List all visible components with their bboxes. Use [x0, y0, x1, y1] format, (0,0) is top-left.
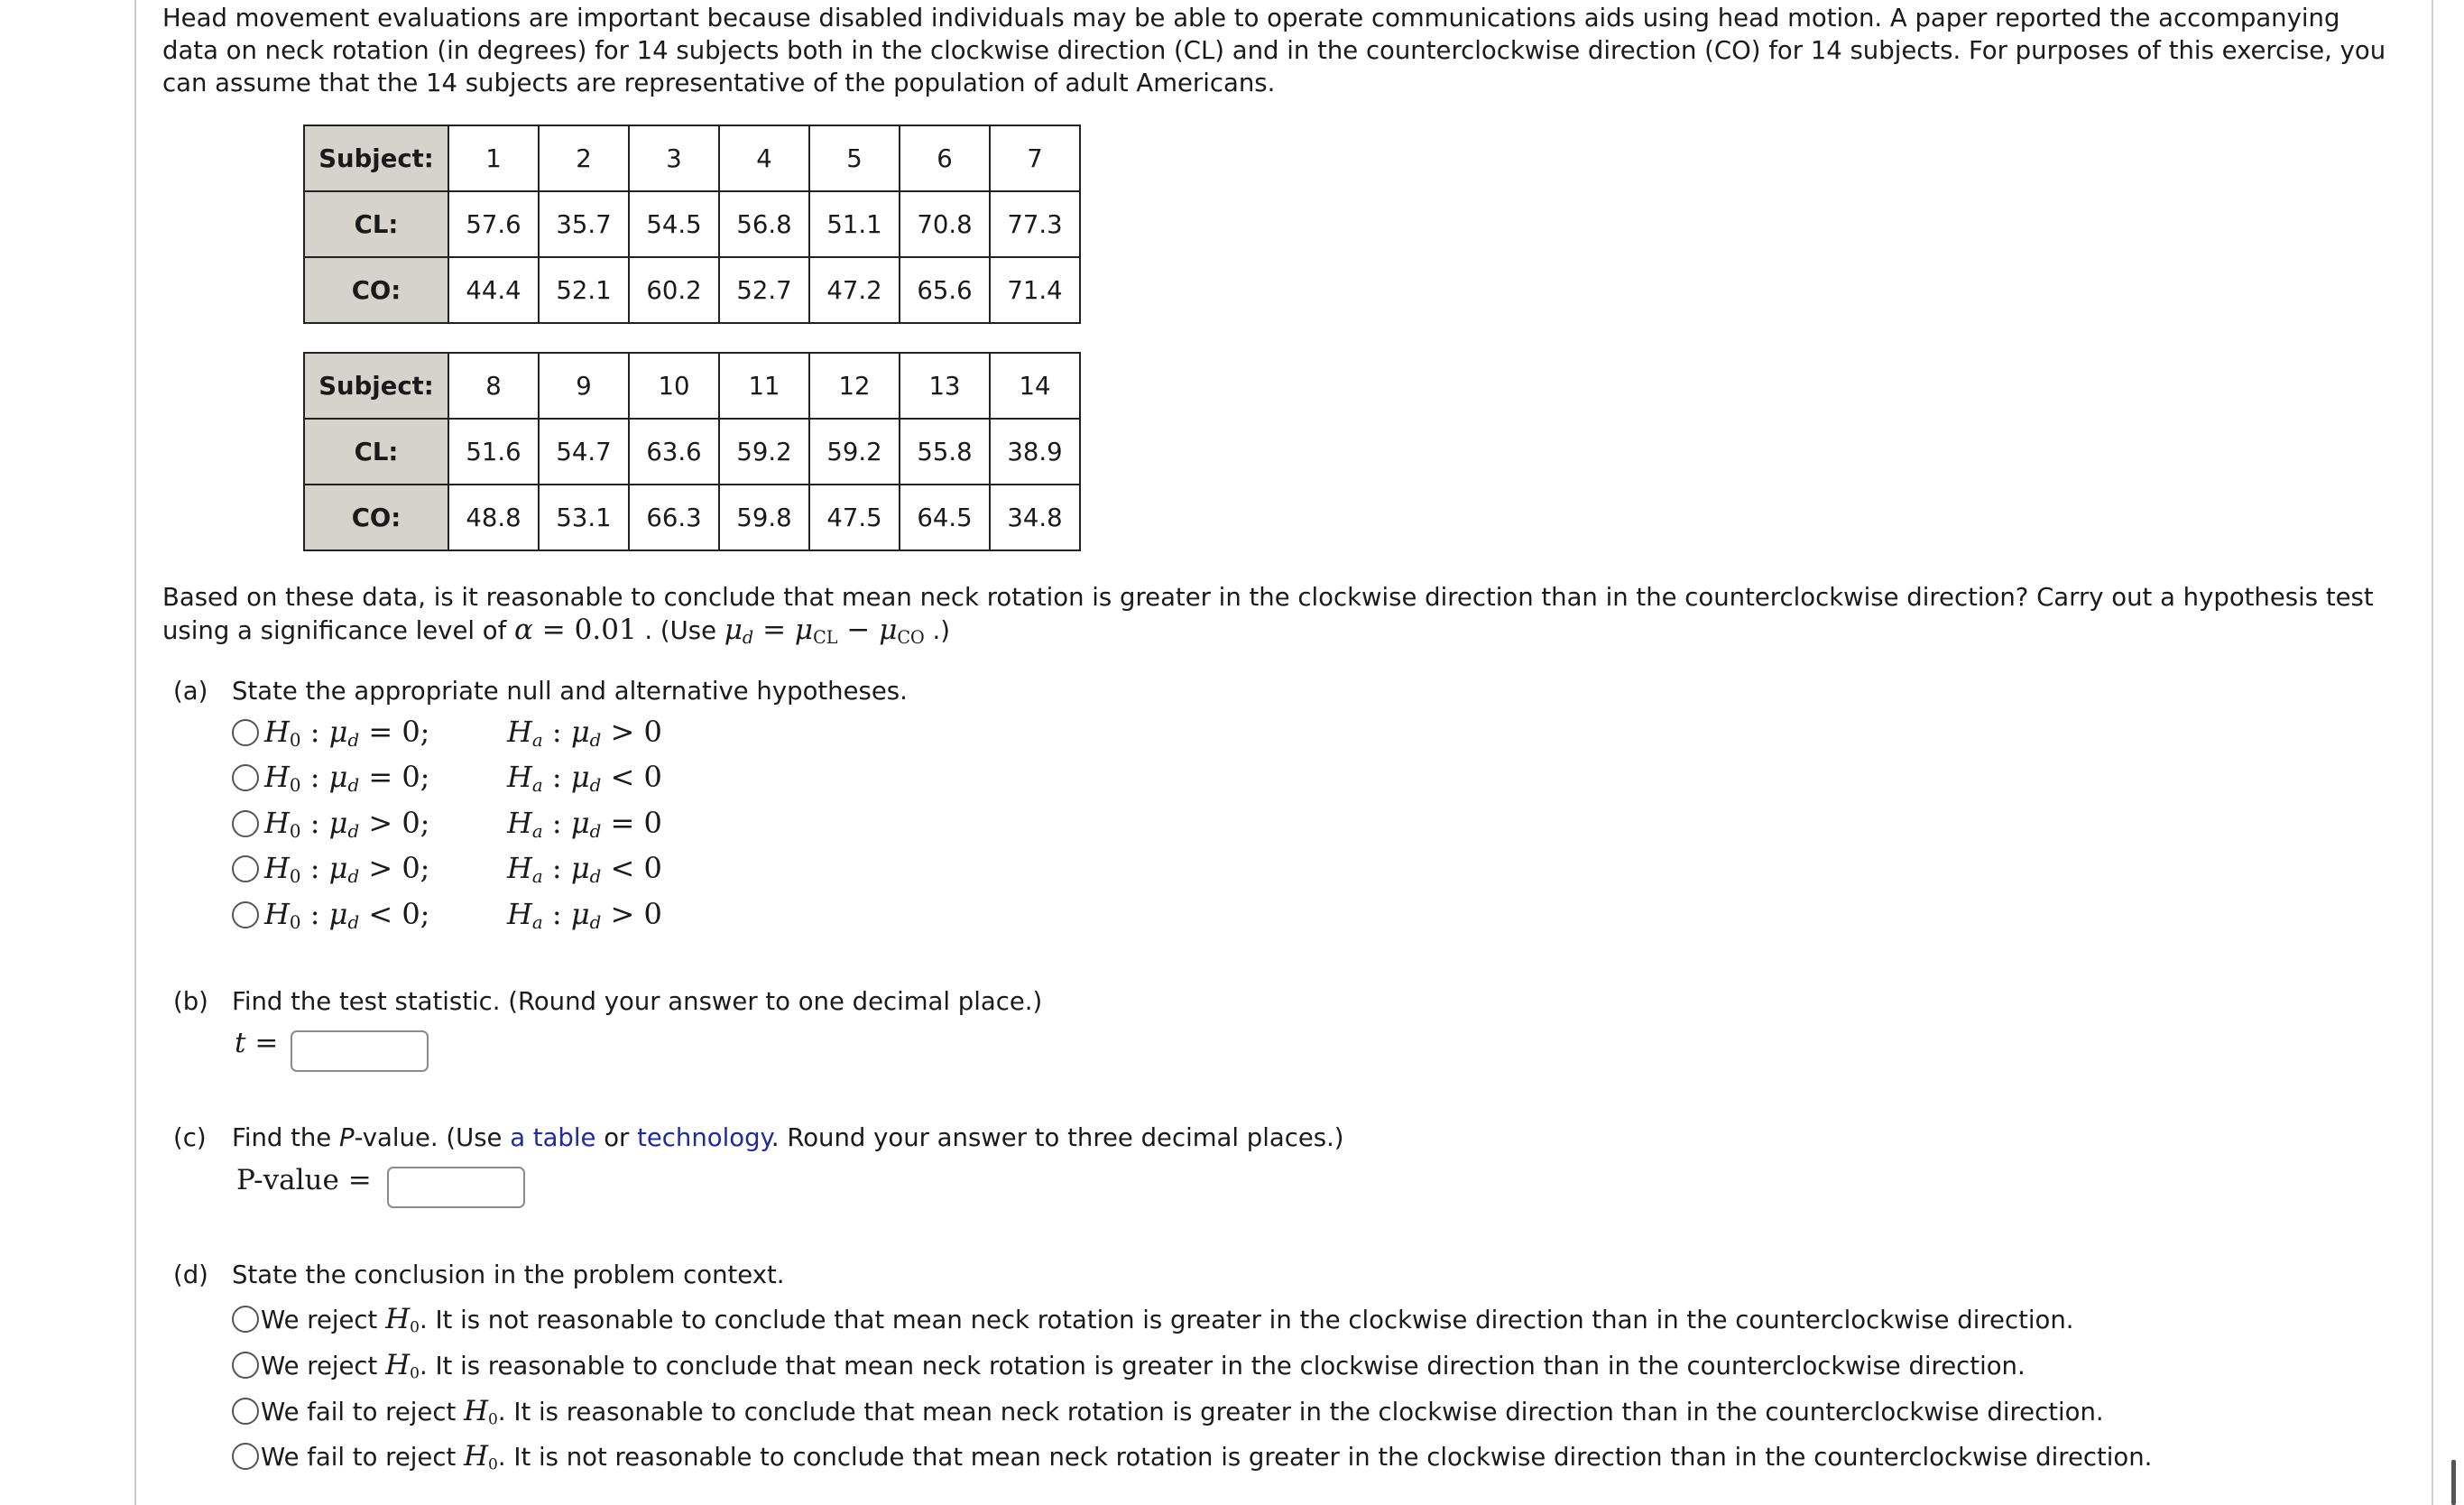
mu-co: $\mu_{CO}$ [879, 614, 925, 648]
table-cell: 59.2 [719, 419, 809, 485]
data-table-subjects-1-7 [303, 125, 1081, 324]
row-header-co: CO: [304, 485, 448, 550]
row-header-subject: Subject: [304, 353, 448, 419]
table-cell: 12 [809, 353, 900, 419]
table-cell: 54.7 [539, 419, 629, 485]
table-cell: 71.4 [990, 257, 1080, 323]
row-header-cl: CL: [304, 191, 448, 257]
hypothesis-radio-3[interactable] [232, 810, 259, 837]
table-cell: 65.6 [900, 257, 990, 323]
table-cell: 1 [448, 125, 539, 191]
part-a-prompt: State the appropriate null and alternative hypotheses. [232, 677, 908, 706]
table-cell: 59.8 [719, 485, 809, 550]
table-cell: 47.2 [809, 257, 900, 323]
part-a-label: (a) [173, 677, 208, 706]
table-cell: 5 [809, 125, 900, 191]
table-cell: 77.3 [990, 191, 1080, 257]
table-cell: 54.5 [629, 191, 719, 257]
row-header-subject: Subject: [304, 125, 448, 191]
row-header-cl: CL: [304, 419, 448, 485]
right-border-line [2432, 0, 2433, 1505]
table-cell: 13 [900, 353, 990, 419]
table-cell: 9 [539, 353, 629, 419]
table-cell: 52.7 [719, 257, 809, 323]
test-statistic-input[interactable] [291, 1030, 429, 1072]
table-cell: 6 [900, 125, 990, 191]
p-value-input[interactable] [387, 1167, 525, 1208]
table-cell: 70.8 [900, 191, 990, 257]
alpha-value: 0.01 [574, 614, 637, 646]
table-row-co [304, 485, 1080, 550]
table-cell: 64.5 [900, 485, 990, 550]
table-cell: 55.8 [900, 419, 990, 485]
part-c-label: (c) [173, 1123, 207, 1152]
hypothesis-radio-2[interactable] [232, 764, 259, 791]
use-text: . (Use [644, 616, 717, 645]
hypothesis-radio-4[interactable] [232, 855, 259, 882]
part-b-label: (b) [173, 987, 208, 1016]
null-hypothesis: $H_0$ : $\mu_d > 0$; [264, 851, 430, 887]
left-border-line [134, 0, 136, 1505]
data-table-subjects-8-14 [303, 352, 1081, 551]
null-hypothesis: $H_0$ : $\mu_d = 0$; [264, 715, 430, 751]
table-row-subject [304, 353, 1080, 419]
part-c-prompt: Find the P-value. (Use a table or technology. Round your answer to three decimal places.) [232, 1123, 1344, 1152]
null-hypothesis: $H_0$ : $\mu_d > 0$; [264, 806, 430, 842]
table-cell: 66.3 [629, 485, 719, 550]
table-link[interactable]: a table [510, 1123, 596, 1152]
scrollbar-thumb[interactable] [2451, 1460, 2456, 1505]
table-cell: 35.7 [539, 191, 629, 257]
table-cell: 60.2 [629, 257, 719, 323]
conclusion-radio-2[interactable] [232, 1352, 259, 1379]
table-cell: 51.6 [448, 419, 539, 485]
technology-link[interactable]: technology [637, 1123, 771, 1152]
t-label: t = [235, 1027, 279, 1059]
mu-d: $\mu_d$ [724, 614, 754, 648]
table-cell: 34.8 [990, 485, 1080, 550]
table-cell: 38.9 [990, 419, 1080, 485]
conclusion-radio-3[interactable] [232, 1398, 259, 1425]
table-cell: 53.1 [539, 485, 629, 550]
table-cell: 57.6 [448, 191, 539, 257]
table-row-cl [304, 191, 1080, 257]
table-cell: 7 [990, 125, 1080, 191]
table-cell: 48.8 [448, 485, 539, 550]
alternative-hypothesis: $H_a$ : $\mu_d < 0$ [507, 851, 662, 887]
table-cell: 44.4 [448, 257, 539, 323]
p-value-label: P-value = [236, 1164, 372, 1196]
table-cell: 63.6 [629, 419, 719, 485]
question-paragraph: Based on these data, is it reasonable to conclude that mean neck rotation is greater in the clockwise direction than in the counterclockwise direction? Carry out a hypothesis test using a significance level of α = 0.01 . (Use $\mu_d = \mu_{CL} - \mu_{CO}$ .) [162, 583, 2374, 648]
null-hypothesis: $H_0$ : $\mu_d = 0$; [264, 760, 430, 796]
table-cell: 8 [448, 353, 539, 419]
table-row-co [304, 257, 1080, 323]
question-text: Based on these data, is it reasonable to conclude that mean neck rotation is greater in the clockwise direction than in the counterclockwise direction? Carry out a hypothesis test using a significance level of [162, 583, 2374, 645]
table-cell: 4 [719, 125, 809, 191]
null-hypothesis: $H_0$ : $\mu_d < 0$; [264, 897, 430, 933]
part-b-prompt: Find the test statistic. (Round your answer to one decimal place.) [232, 987, 1043, 1016]
row-header-co: CO: [304, 257, 448, 323]
table-row-cl [304, 419, 1080, 485]
table-cell: 3 [629, 125, 719, 191]
close-text: .) [932, 616, 951, 645]
conclusion-text: We reject $H_0$. It is reasonable to conclude that mean neck rotation is greater in the clockwise direction than in the counterclockwise direction. [261, 1349, 2026, 1383]
alternative-hypothesis: $H_a$ : $\mu_d = 0$ [507, 806, 662, 842]
conclusion-radio-1[interactable] [232, 1306, 259, 1333]
alternative-hypothesis: $H_a$ : $\mu_d > 0$ [507, 897, 662, 933]
conclusion-text: We fail to reject $H_0$. It is not reasonable to conclude that mean neck rotation is greater in the clockwise direction than in the counterclockwise direction. [261, 1440, 2153, 1474]
part-d-label: (d) [173, 1260, 208, 1289]
part-d-prompt: State the conclusion in the problem context. [232, 1260, 785, 1289]
table-cell: 52.1 [539, 257, 629, 323]
table-cell: 14 [990, 353, 1080, 419]
conclusion-text: We reject $H_0$. It is not reasonable to conclude that mean neck rotation is greater in the clockwise direction than in the counterclockwise direction. [261, 1303, 2074, 1337]
table-cell: 47.5 [809, 485, 900, 550]
mu-cl: $\mu_{CL}$ [794, 614, 838, 648]
table-cell: 11 [719, 353, 809, 419]
table-cell: 2 [539, 125, 629, 191]
table-row-subject [304, 125, 1080, 191]
table-cell: 59.2 [809, 419, 900, 485]
conclusion-radio-4[interactable] [232, 1443, 259, 1470]
alternative-hypothesis: $H_a$ : $\mu_d > 0$ [507, 715, 662, 751]
alternative-hypothesis: $H_a$ : $\mu_d < 0$ [507, 760, 662, 796]
hypothesis-radio-5[interactable] [232, 901, 259, 928]
conclusion-text: We fail to reject $H_0$. It is reasonable to conclude that mean neck rotation is greater in the clockwise direction than in the counterclockwise direction. [261, 1395, 2104, 1429]
hypothesis-radio-1[interactable] [232, 719, 259, 746]
table-cell: 51.1 [809, 191, 900, 257]
intro-paragraph: Head movement evaluations are important because disabled individuals may be able to operate communications aids using head motion. A paper reported the accompanying data on neck rotation (in degrees) for 14 subjects both in the clockwise direction (CL) and in the counterclockwise direction (CO) for 14 subjects. For purposes of this exercise, you can assume that the 14 subjects are representative of the population of adult Americans. [162, 4, 2386, 97]
table-cell: 56.8 [719, 191, 809, 257]
alpha-symbol: α [514, 614, 533, 646]
table-cell: 10 [629, 353, 719, 419]
